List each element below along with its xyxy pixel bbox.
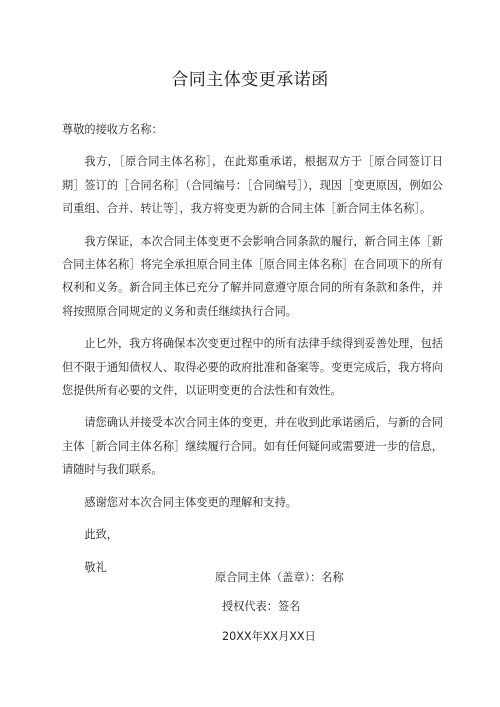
salutation: 尊敬的接收方名称：: [62, 123, 163, 136]
signature-date: 20XX年XX月XX日: [222, 630, 316, 643]
closing-regards: 敬礼: [84, 560, 107, 574]
paragraph-1: 我方，［原合同主体名称］，在此郑重承诺，根据双方于［原合同签订日期］签订的［合同名称］（合同编号：［合同编号］），现因［变更原因，例如公司重组、合并、转让等］，我方将变更为新的合同主体［新合同主体名称］。: [62, 155, 443, 216]
paragraph-5: 感谢您对本次合同主体变更的理解和支持。: [84, 495, 297, 509]
letter-body: [62, 118, 443, 579]
paragraph-4: 请您确认并接受本次合同主体的变更，并在收到此承诺函后，与新的合同主体［新合同主体名称］继续履行合同。如有任何疑问或需要进一步的信息，请随时与我们联系。: [62, 416, 443, 477]
signature-party: 原合同主体（盖章）：名称: [215, 571, 344, 584]
signature-representative: 授权代表：签名: [222, 600, 301, 613]
paragraph-2: 我方保证，本次合同主体变更不会影响合同条款的履行，新合同主体［新合同主体名称］将完全承担原合同主体［原合同主体名称］在合同项下的所有权利和义务。新合同主体已充分了解并同意遵守原合同的所有条款和条件，并将按照原合同规定的义务和责任继续执行合同。: [62, 234, 443, 318]
closing-greeting: 此致，: [84, 528, 118, 542]
paragraph-3: 止匕外，我方将确保本次变更过程中的所有法律手续得到妥善处理，包括但不限于通知债权人、取得必要的政府批准和备案等。变更完成后，我方将向您提供所有必要的文件，以证明变更的合法性和有效性。: [62, 337, 443, 398]
document-title: 合同主体变更承诺函: [171, 70, 329, 90]
